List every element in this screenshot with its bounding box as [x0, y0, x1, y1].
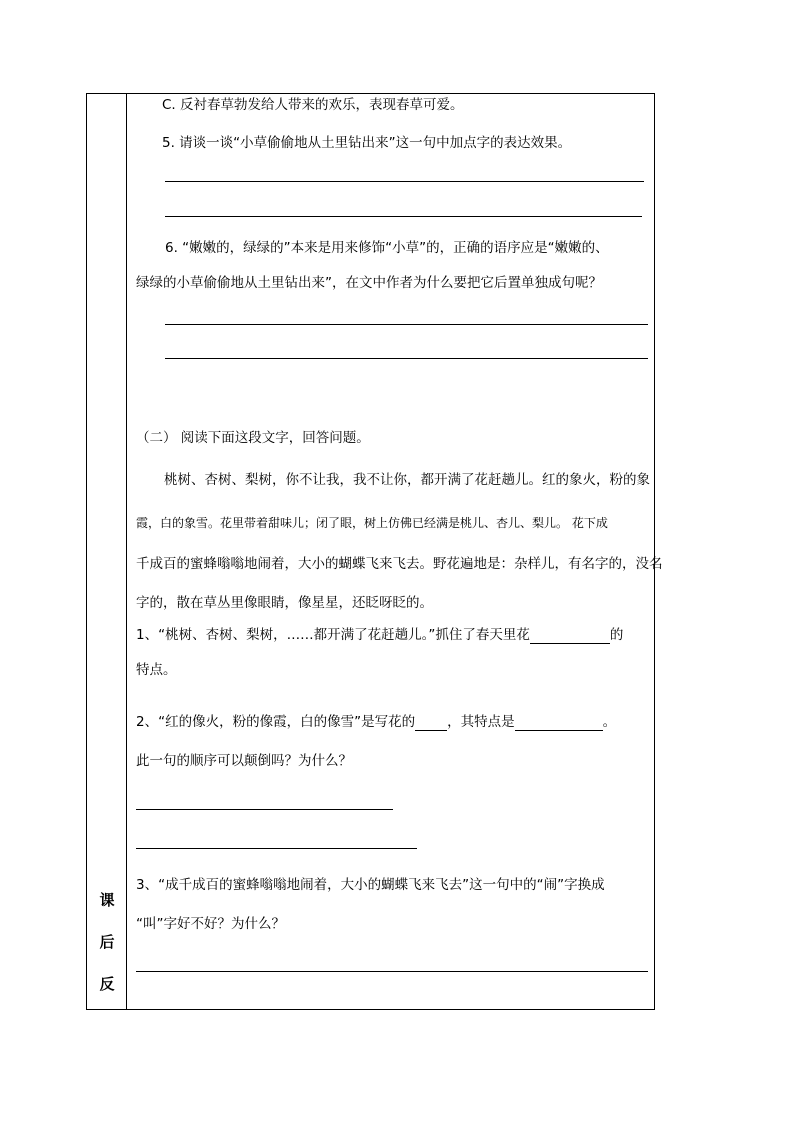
question-1-suffix: 的	[609, 627, 624, 643]
question-5: 5. 请谈一谈“小草偷偷地从土里钻出来”这一句中加点字的表达效果。	[162, 135, 572, 151]
answer-line[interactable]	[165, 181, 644, 182]
side-label-char: 课	[99, 891, 115, 909]
passage-line: 霞，白的象雪。花里带着甜味儿；闭了眼，树上仿佛已经满是桃儿、杏儿、梨儿。 花下成	[136, 516, 608, 530]
question-2-text: 2、“红的像火，粉的像霞，白的像雪”是写花的	[136, 714, 416, 730]
blank[interactable]	[515, 716, 603, 731]
answer-line[interactable]	[136, 848, 417, 849]
answer-line[interactable]	[165, 358, 648, 359]
passage-line: 桃树、杏树、梨树，你不让我，我不让你，都开满了花赶趟儿。红的象火，粉的象	[164, 472, 650, 488]
blank[interactable]	[415, 716, 447, 731]
question-3-line1: 3、“成千成百的蜜蜂嗡嗡地闹着，大小的蝴蝶飞来飞去”这一句中的“闹”字换成	[136, 877, 605, 893]
section-heading: （二） 阅读下面这段文字，回答问题。	[136, 430, 370, 446]
question-3-line2: “叫”字好不好？为什么？	[136, 916, 285, 932]
answer-line[interactable]	[136, 971, 648, 972]
side-label-char: 反	[99, 975, 115, 993]
worksheet-table	[86, 93, 655, 1010]
option-c: C. 反衬春草勃发给人带来的欢乐，表现春草可爱。	[162, 97, 464, 113]
question-6-line2: 绿绿的小草偷偷地从土里钻出来”，在文中作者为什么要把它后置单独成句呢？	[136, 275, 602, 291]
blank[interactable]	[530, 629, 610, 644]
passage-line: 千成百的蜜蜂嗡嗡地闹着，大小的蝴蝶飞来飞去。野花遍地是：杂样儿，有名字的，没名	[136, 556, 663, 572]
question-1-line2: 特点。	[136, 662, 177, 678]
answer-line[interactable]	[165, 324, 648, 325]
answer-line[interactable]	[165, 216, 642, 217]
question-2	[136, 713, 616, 731]
question-2-mid: ，其特点是	[447, 714, 515, 730]
question-1-text: 1、“桃树、杏树、梨树，……都开满了花赶趟儿。”抓住了春天里花	[136, 627, 530, 643]
passage-line: 字的，散在草丛里像眼睛，像星星，还眨呀眨的。	[136, 595, 433, 611]
side-label-char: 后	[99, 933, 115, 951]
question-6-line1: 6. “嫩嫩的，绿绿的”本来是用来修饰“小草”的，正确的语序应是“嫩嫩的、	[165, 240, 609, 256]
answer-line[interactable]	[136, 809, 393, 810]
question-2-line2: 此一句的顺序可以颠倒吗？为什么？	[136, 753, 352, 769]
question-1	[136, 626, 623, 644]
question-2-suffix: 。	[602, 714, 617, 730]
left-label-column	[87, 94, 127, 1009]
